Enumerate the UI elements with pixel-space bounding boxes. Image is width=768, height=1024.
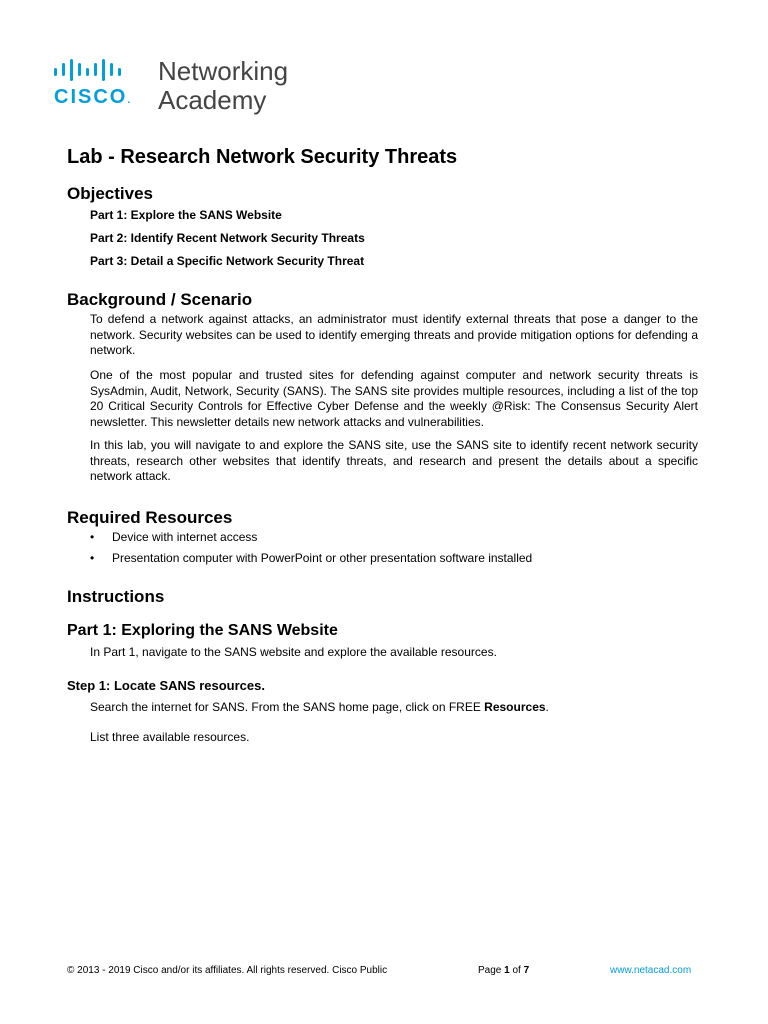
page-current: 1 [504,965,510,976]
resources-heading: Required Resources [67,508,233,527]
page-total: 7 [523,965,530,976]
page-title: Lab - Research Network Security Threats [67,146,458,168]
part1-text: In Part 1, navigate to the SANS website and explore the available resources. [90,645,497,659]
resource-item: Device with internet access [112,530,258,544]
instructions-heading: Instructions [67,587,165,606]
step1-heading: Step 1: Locate SANS resources. [67,678,265,693]
step1-text-prefix: Search the internet for SANS. From the SANS home page, click on FREE [90,700,485,714]
bullet-icon: • [90,551,95,565]
resources-term: Resources [484,700,546,714]
objective-item: Part 3: Detail a Specific Network Security Threat [90,254,365,268]
logo-networking-text: Networking [158,56,289,86]
background-paragraph: In this lab, you will navigate to and explore the SANS site, use the SANS site to identify recent network security threats, research other websites that identify threats, and research and present the details about a specific network attack. [90,438,698,483]
footer-copyright: © 2013 - 2019 Cisco and/or its affiliates. All rights reserved. Cisco Public [67,965,388,976]
cisco-wordmark: CISCO. [54,86,131,108]
logo-academy-text: Academy [158,85,267,115]
page-prefix: Page [478,965,505,976]
bullet-icon: • [90,530,95,544]
step1-list-prompt: List three available resources. [90,730,250,744]
background-paragraph: One of the most popular and trusted sites for defending against computer and network security threats is SysAdmin, Audit, Network, Security (SANS). The SANS site provides multiple resources, including a list of the top 20 Critical Security Controls for Effective Cyber Defense and the weekly @Risk: The Consensus Security Alert newsletter. This newsletter details new network attacks and vulnerabilities. [90,368,698,429]
objective-item: Part 1: Explore the SANS Website [90,208,282,222]
objectives-heading: Objectives [67,184,153,203]
step1-text-suffix: . [545,700,549,714]
objective-item: Part 2: Identify Recent Network Security Threats [90,231,365,245]
cisco-bars-icon [52,59,148,81]
background-heading: Background / Scenario [67,290,253,309]
resource-item: Presentation computer with PowerPoint or other presentation software installed [112,551,533,565]
page-of: of [509,965,524,976]
footer-website-link[interactable]: www.netacad.com [610,965,692,976]
part1-heading: Part 1: Exploring the SANS Website [67,622,338,639]
step1-text [90,700,549,714]
footer-page-number [478,965,529,976]
background-paragraph: To defend a network against attacks, an administrator must identify external threats that pose a danger to the network. Security websites can be used to identify emerging threats and provide mitigation options for defending a network. [90,312,698,357]
cisco-networking-academy-logo [52,56,312,118]
